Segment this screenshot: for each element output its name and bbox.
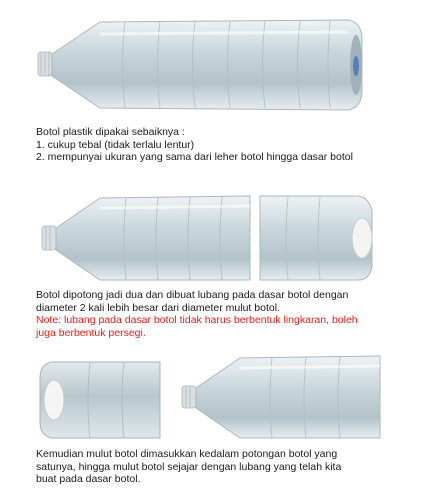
caption-line: 1. cukup tebal (tidak terlalu lentur) [36,138,195,151]
photo-bottle-neck-inserted [180,352,382,442]
note-line: Note: lubang pada dasar botol tidak harus berbentuk lingkaran, boleh [36,314,358,327]
note-line: juga berbentuk persegi. [36,326,146,339]
caption-line: Botol plastik dipakai sebaiknya : [36,126,185,138]
caption-line: Kemudian mulut botol dimasukkan kedalam potongan botol yang [36,448,338,460]
caption-line: Botol dipotong jadi dua dan dibuat lubang pada dasar botol dengan [36,289,349,301]
caption-cut-bottle [36,289,358,339]
photo-bottle-top-half [38,190,252,286]
caption-line: buat pada dasar botol. [36,473,141,486]
caption-bottle-requirements [36,126,353,164]
photo-bottle-base-piece [38,358,164,442]
caption-line: diameter 2 kali lebih besar dari diameter mulut botol. [36,301,280,314]
photo-whole-bottle [30,14,370,114]
caption-insert-bottle [36,448,341,486]
caption-line: satunya, hingga mulut botol sejajar dengan lubang yang telah kita [36,460,342,473]
caption-line: 2. mempunyai ukuran yang sama dari leher botol hingga dasar botol [36,151,353,164]
photo-bottle-bottom-half [258,190,376,286]
